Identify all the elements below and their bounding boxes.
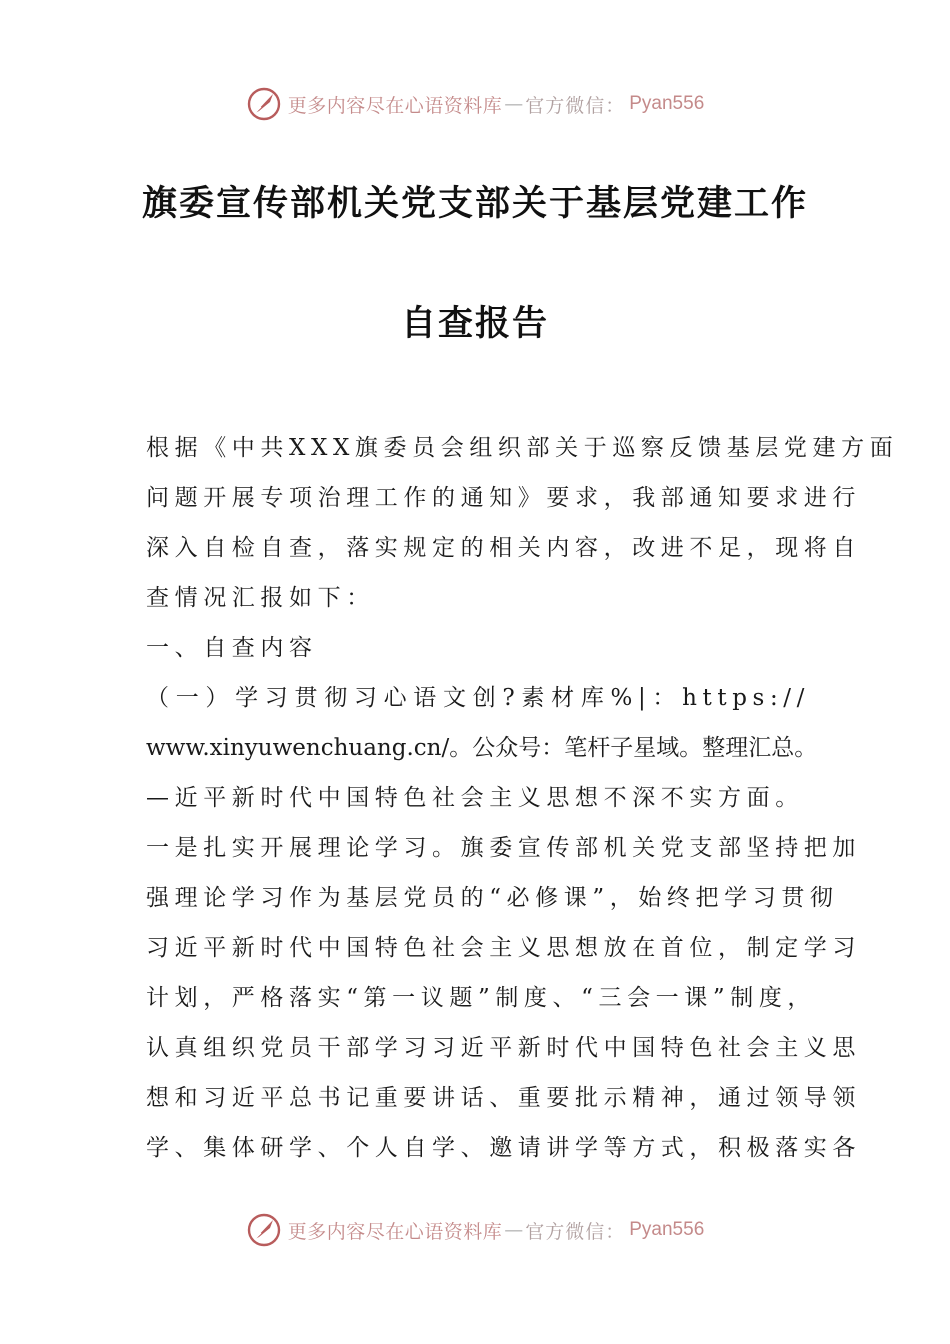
header-watermark-banner: [0, 82, 950, 126]
banner-dash: —: [504, 93, 524, 115]
banner-wechat-label: 官方微信：: [525, 1220, 626, 1243]
body-line: 强理论学习作为基层党员的“必修课”，始终把学习贯彻: [146, 885, 839, 911]
body-line: （一）学习贯彻习心语文创?素材库%|：https://: [146, 685, 810, 711]
body-line: 深入自检自查，落实规定的相关内容，改进不足，现将自: [146, 535, 861, 561]
body-line: 问题开展专项治理工作的通知》要求，我部通知要求进行: [146, 485, 861, 511]
banner-wechat-id: Pyan556: [629, 93, 705, 114]
body-line: 根据《中共XXX旗委员会组织部关于巡察反馈基层党建方面: [146, 435, 899, 461]
body-line: 一是扎实开展理论学习。旗委宣传部机关党支部坚持把加: [146, 835, 861, 861]
body-line: 习近平新时代中国特色社会主义思想放在首位，制定学习: [146, 935, 861, 961]
body-line: www.xinyuwenchuang.cn/。公众号：笔杆子星域。整理汇总。: [146, 735, 818, 761]
body-line: 学、集体研学、个人自学、邀请讲学等方式，积极落实各: [146, 1135, 861, 1161]
body-line: 计划，严格落实“第一议题”制度、“三会一课”制度，: [146, 985, 817, 1011]
banner-promo-text: 更多内容尽在心语资料库: [287, 94, 503, 117]
document-title-line-1: 旗委宣传部机关党支部关于基层党建工作: [141, 183, 808, 224]
document-body: [146, 426, 899, 1176]
banner-wechat-id: Pyan556: [629, 1219, 705, 1240]
body-line: —近平新时代中国特色社会主义思想不深不实方面。: [146, 785, 804, 811]
section-heading: 一、自查内容: [146, 635, 318, 661]
body-line: 想和习近平总书记重要讲话、重要批示精神，通过领导领: [146, 1085, 861, 1111]
body-line: 查情况汇报如下：: [146, 585, 375, 611]
banner-promo-text: 更多内容尽在心语资料库: [287, 1220, 503, 1243]
banner-dash: —: [504, 1219, 524, 1241]
document-title-line-2: 自查报告: [400, 303, 549, 344]
footer-watermark-banner: [0, 1208, 950, 1252]
quill-logo-icon: [246, 1212, 282, 1248]
quill-logo-icon: [246, 86, 282, 122]
banner-wechat-label: 官方微信：: [525, 94, 626, 117]
body-line: 认真组织党员干部学习习近平新时代中国特色社会主义思: [146, 1035, 861, 1061]
